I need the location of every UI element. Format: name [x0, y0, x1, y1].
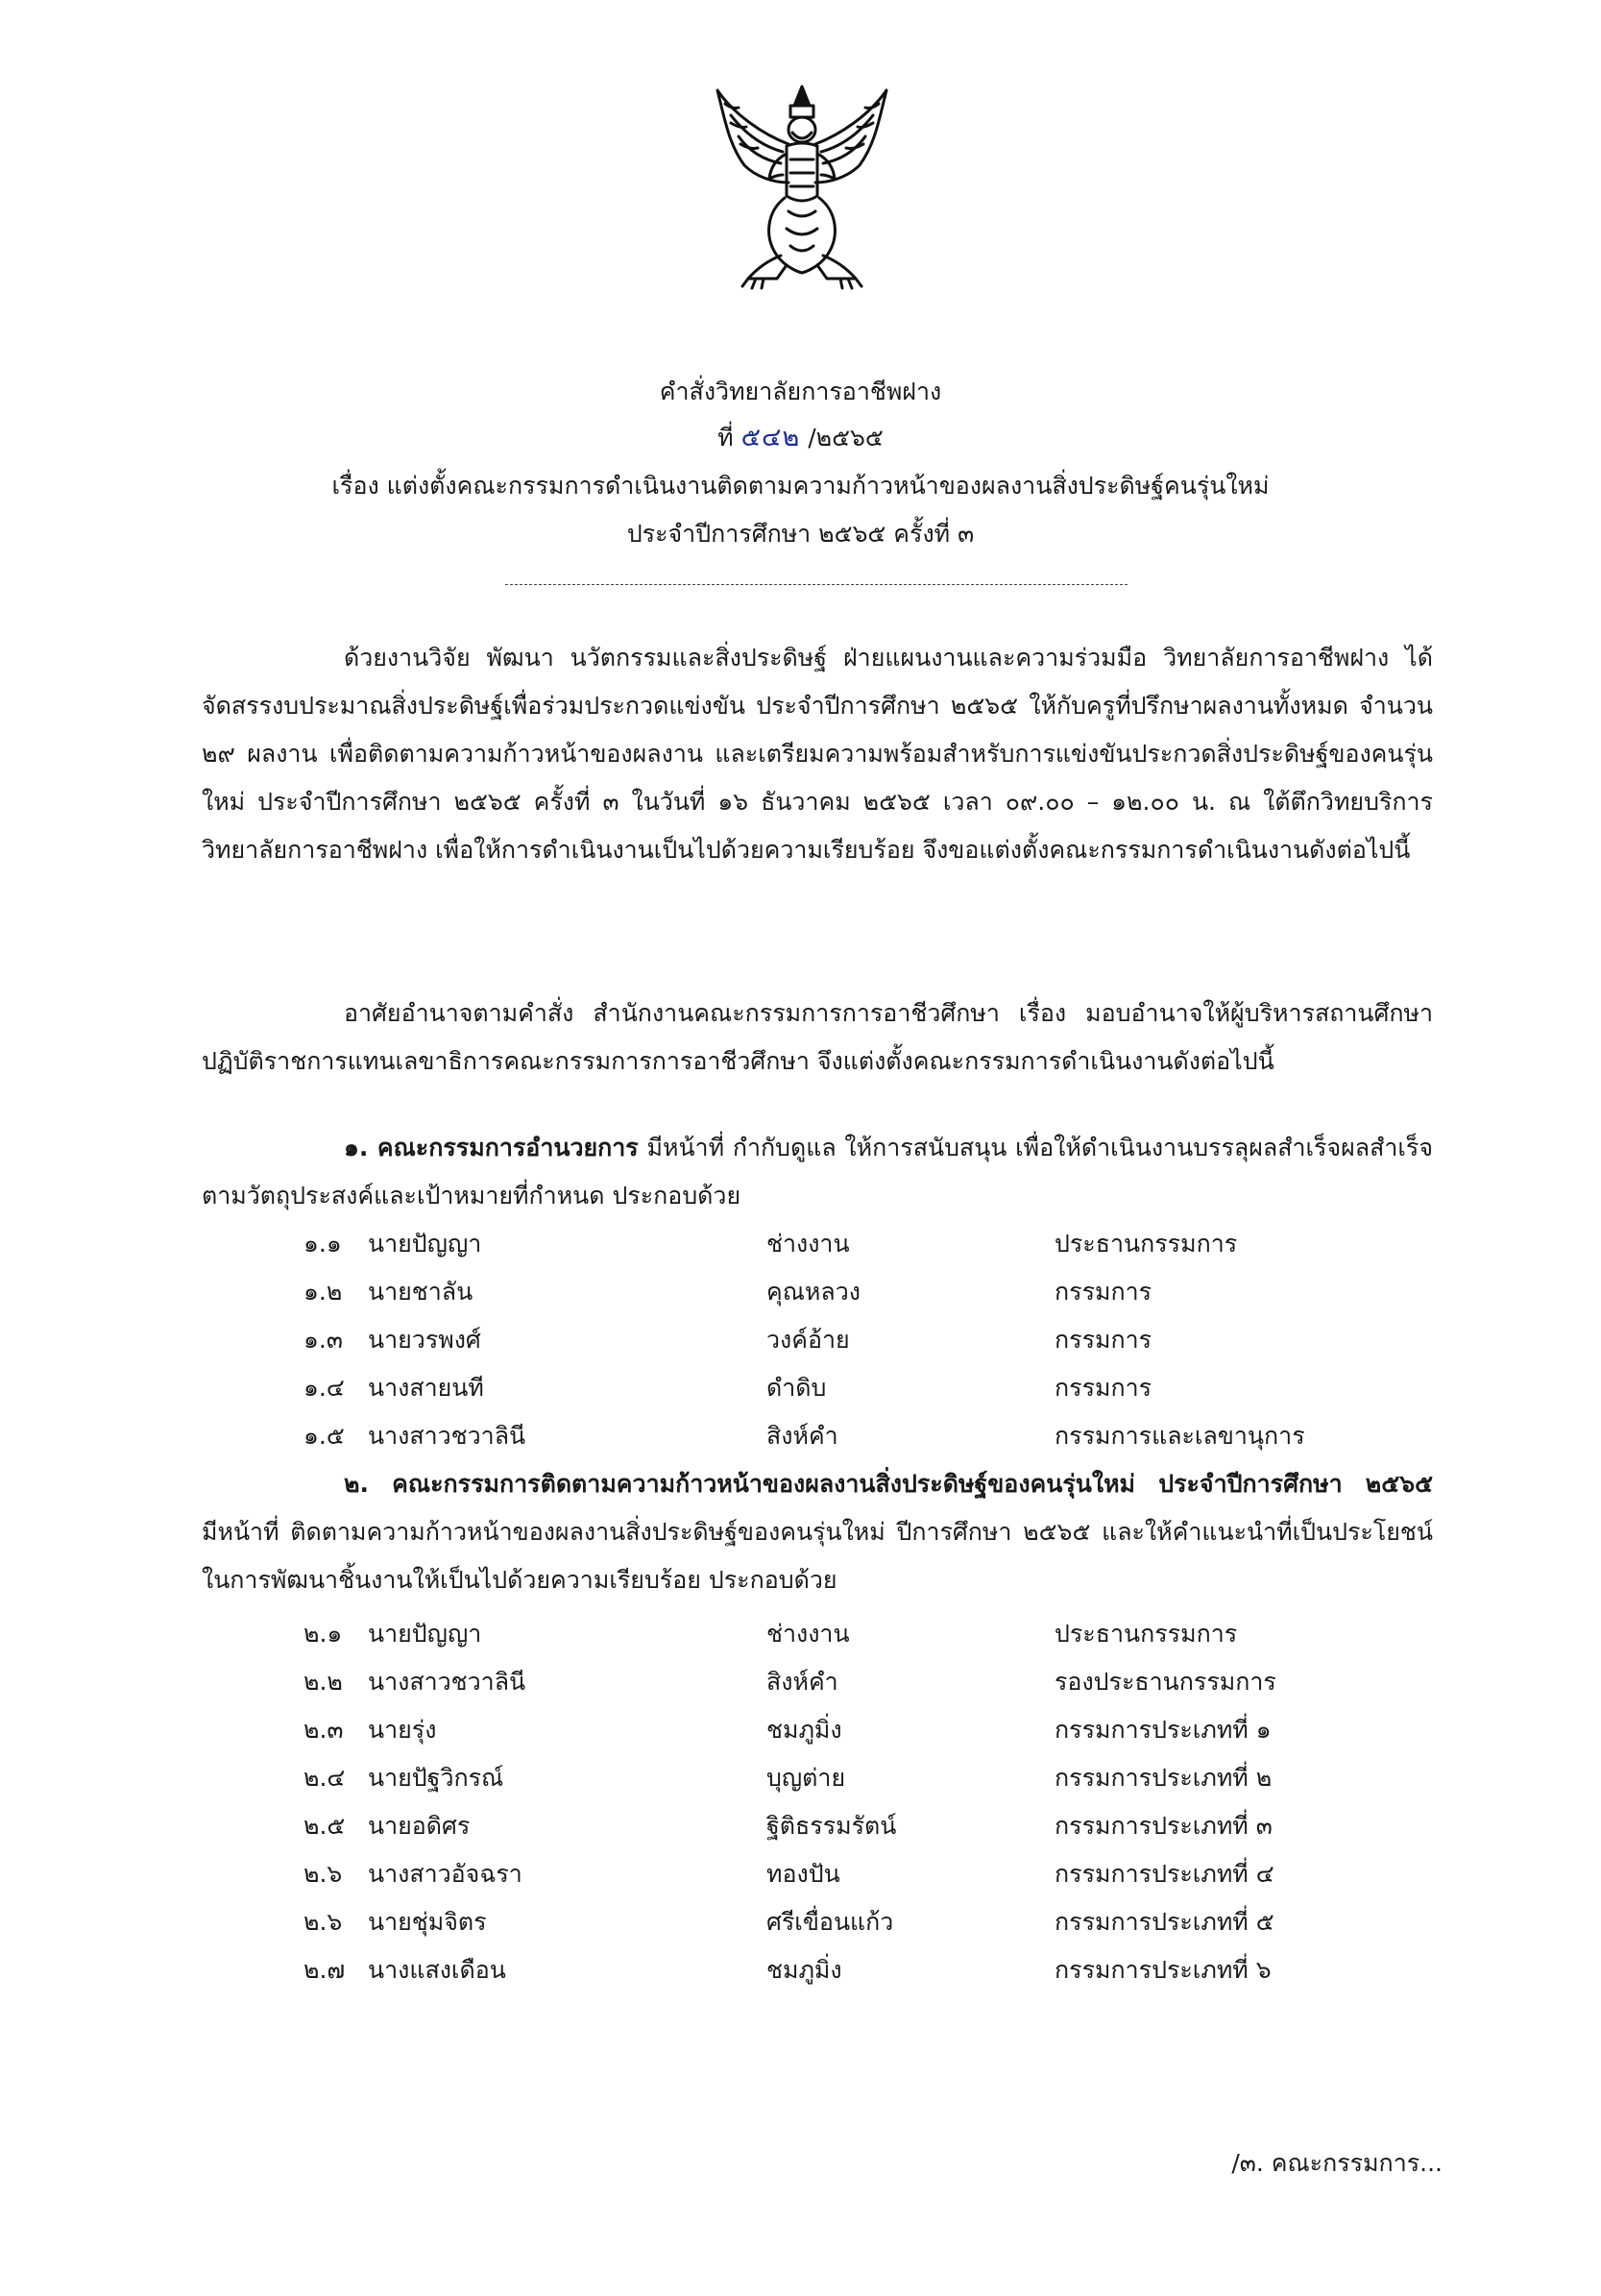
member-first-name: นายรุ่ง [368, 1716, 437, 1744]
member-role: กรรมการประเภทที่ ๖ [1055, 1956, 1272, 1984]
committee-1-heading: ๑. คณะกรรมการอำนวยการ [344, 1134, 639, 1161]
member-role: กรรมการประเภทที่ ๕ [1055, 1908, 1274, 1936]
member-no: ๑.๒ [303, 1278, 343, 1306]
member-last-name: ฐิติธรรมรัตน์ [766, 1812, 897, 1840]
member-last-name: สิงห์คำ [766, 1668, 838, 1696]
member-no: ๑.๑ [303, 1230, 342, 1258]
member-no: ๑.๓ [303, 1326, 343, 1354]
member-no: ๑.๕ [303, 1422, 345, 1450]
member-last-name: วงค์อ้าย [766, 1326, 850, 1354]
member-first-name: นางแสงเดือน [368, 1956, 506, 1984]
member-row [0, 1316, 1601, 1364]
order-year: /๒๕๖๕ [808, 424, 884, 452]
member-row [0, 1706, 1601, 1754]
member-row [0, 1412, 1601, 1460]
member-last-name: ช่างงาน [766, 1230, 850, 1258]
member-role: กรรมการประเภทที่ ๒ [1055, 1764, 1273, 1792]
member-row [0, 1898, 1601, 1946]
member-first-name: นายอดิศร [368, 1812, 471, 1840]
member-row [0, 1946, 1601, 1994]
committee-2-section [202, 1460, 1433, 1604]
member-last-name: ศรีเขื่อนแก้ว [766, 1908, 894, 1936]
order-title: คำสั่งวิทยาลัยการอาชีพฝาง [659, 378, 942, 405]
member-no: ๒.๓ [303, 1716, 344, 1744]
member-first-name: นางสายนที [368, 1374, 484, 1402]
member-row [0, 1850, 1601, 1898]
committee-2-desc: มีหน้าที่ ติดตามความก้าวหน้าของผลงานสิ่งประดิษฐ์ของคนรุ่นใหม่ ปีการศึกษา ๒๕๖๕ และให้คำแนะนำที่เป็นประโยชน์ในการพัฒนาชิ้นงานให้เป็นไปด้วยความเรียบร้อย ประกอบด้วย [202, 1518, 1433, 1594]
member-role: รองประธานกรรมการ [1055, 1668, 1276, 1696]
garuda-emblem-icon [706, 77, 898, 298]
member-role: กรรมการประเภทที่ ๑ [1055, 1716, 1272, 1744]
member-first-name: นายปัญญา [368, 1230, 482, 1258]
member-role: กรรมการประเภทที่ ๓ [1055, 1812, 1273, 1840]
subject-text: แต่งตั้งคณะกรรมการดำเนินงานติดตามความก้าวหน้าของผลงานสิ่งประดิษฐ์คนรุ่นใหม่ [386, 472, 1270, 500]
member-no: ๒.๖ [303, 1908, 343, 1936]
member-role: กรรมการประเภทที่ ๔ [1055, 1860, 1274, 1888]
order-prefix: ที่ [717, 424, 734, 452]
member-row [0, 1658, 1601, 1706]
member-first-name: นางสาวอัจฉรา [368, 1860, 522, 1888]
member-first-name: นางสาวชวาลินี [368, 1668, 526, 1696]
member-last-name: ชมภูมิ่ง [766, 1716, 842, 1744]
committee-1-section [202, 1124, 1433, 1220]
member-last-name: สิงห์คำ [766, 1422, 838, 1450]
order-number-line [0, 423, 1601, 453]
member-role: กรรมการ [1055, 1374, 1152, 1402]
member-no: ๒.๑ [303, 1620, 343, 1648]
divider [505, 584, 1128, 585]
member-first-name: นายปัญญา [368, 1620, 482, 1648]
continuation-note: /๓. คณะกรรมการ... [1231, 2149, 1443, 2177]
member-first-name: นายชาลัน [368, 1278, 473, 1306]
member-no: ๑.๔ [303, 1374, 345, 1402]
member-first-name: นายปัฐวิกรณ์ [368, 1764, 504, 1792]
order-number: ๕๔๒ [740, 423, 801, 452]
member-role: กรรมการ [1055, 1278, 1152, 1306]
member-last-name: ช่างงาน [766, 1620, 850, 1648]
member-row [0, 1802, 1601, 1850]
paragraph-1: ด้วยงานวิจัย พัฒนา นวัตกรรมและสิ่งประดิษฐ์ ฝ่ายแผนงานและความร่วมมือ วิทยาลัยการอาชีพฝาง ได้จัดสรรงบประมาณสิ่งประดิษฐ์เพื่อร่วมประกวดแข่งขัน ประจำปีการศึกษา ๒๕๖๕ ให้กับครูที่ปรึกษาผลงานทั้งหมด จำนวน ๒๙ ผลงาน เพื่อติดตามความก้าวหน้าของผลงาน และเตรียมความพร้อมสำหรับการแข่งขันประกวดสิ่งประดิษฐ์ของคนรุ่นใหม่ ประจำปีการศึกษา ๒๕๖๕ ครั้งที่ ๓ ในวันที่ ๑๖ ธันวาคม ๒๕๖๕ เวลา ๐๙.๐๐ – ๑๒.๐๐ น. ณ ใต้ตึกวิทยบริการ วิทยาลัยการอาชีพฝาง เพื่อให้การดำเนินงานเป็นไปด้วยความเรียบร้อย จึงขอแต่งตั้งคณะกรรมการดำเนินงานดังต่อไปนี้ [202, 644, 1433, 864]
paragraph-2: อาศัยอำนาจตามคำสั่ง สำนักงานคณะกรรมการการอาชีวศึกษา เรื่อง มอบอำนาจให้ผู้บริหารสถานศึกษา ปฏิบัติราชการแทนเลขาธิการคณะกรรมการการอาชีวศึกษา จึงแต่งตั้งคณะกรรมการดำเนินงานดังต่อไปนี้ [202, 999, 1433, 1075]
subject-line-1 [0, 471, 1601, 501]
member-row [0, 1364, 1601, 1412]
member-role: ประธานกรรมการ [1055, 1230, 1238, 1258]
member-row [0, 1754, 1601, 1802]
member-no: ๒.๕ [303, 1812, 346, 1840]
member-first-name: นายวรพงศ์ [368, 1326, 481, 1354]
member-row [0, 1220, 1601, 1268]
committee-1-desc: มีหน้าที่ กำกับดูแล ให้การสนับสนุน เพื่อให้ดำเนินงานบรรลุผลสำเร็จผลสำเร็จตามวัตถุประสงค์และเป้าหมายที่กำหนด ประกอบด้วย [202, 1134, 1434, 1209]
member-no: ๒.๗ [303, 1956, 346, 1984]
member-role: กรรมการและเลขานุการ [1055, 1422, 1305, 1450]
member-no: ๒.๖ [303, 1860, 343, 1888]
member-first-name: นางสาวชวาลินี [368, 1422, 526, 1450]
member-row [0, 1268, 1601, 1316]
subject-line-2: ประจำปีการศึกษา ๒๕๖๕ ครั้งที่ ๓ [626, 520, 975, 548]
member-last-name: ชมภูมิ่ง [766, 1956, 842, 1984]
committee-2-heading: ๒. คณะกรรมการติดตามความก้าวหน้าของผลงานสิ่งประดิษฐ์ของคนรุ่นใหม่ ประจำปีการศึกษา ๒๕๖๕ [344, 1470, 1433, 1498]
member-no: ๒.๔ [303, 1764, 346, 1792]
member-no: ๒.๒ [303, 1668, 343, 1696]
member-row [0, 1610, 1601, 1658]
member-first-name: นายชุ่มจิตร [368, 1908, 487, 1936]
member-last-name: ดำดิบ [766, 1374, 827, 1402]
subject-label: เรื่อง [331, 472, 379, 500]
member-last-name: บุญต่าย [766, 1764, 846, 1792]
member-last-name: ทองปัน [766, 1860, 840, 1888]
member-last-name: คุณหลวง [766, 1278, 861, 1306]
member-role: ประธานกรรมการ [1055, 1620, 1238, 1648]
member-role: กรรมการ [1055, 1326, 1152, 1354]
